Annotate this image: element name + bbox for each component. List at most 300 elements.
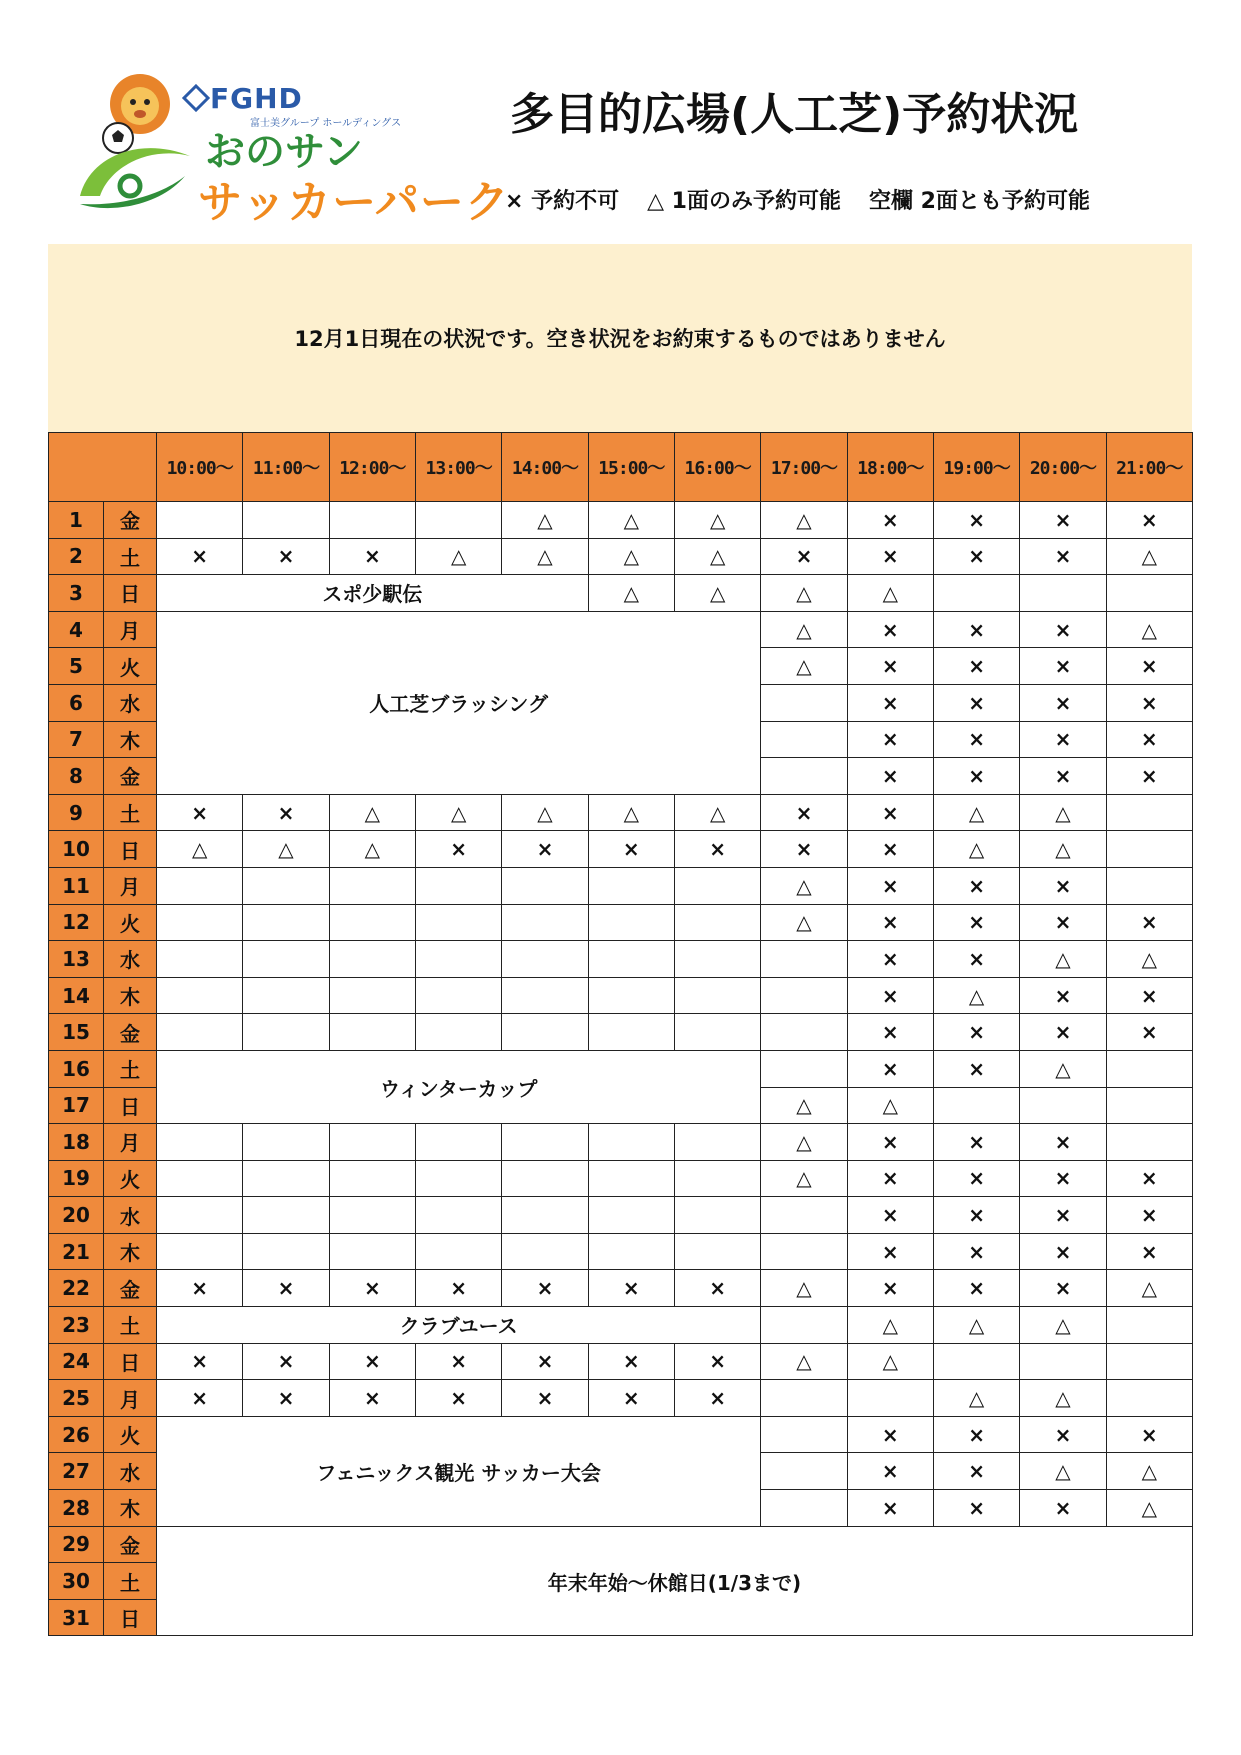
slot-cell <box>1020 1087 1106 1124</box>
slot-cell: × <box>588 1270 674 1307</box>
slot-cell <box>243 1160 329 1197</box>
day-number: 26 <box>49 1416 104 1453</box>
slot-cell <box>1020 575 1106 612</box>
slot-cell <box>1106 1087 1192 1124</box>
slot-cell <box>588 1014 674 1051</box>
slot-cell: × <box>1020 977 1106 1014</box>
weekday: 日 <box>104 831 157 868</box>
slot-cell: × <box>847 721 933 758</box>
weekday: 水 <box>104 1197 157 1234</box>
slot-cell: △ <box>761 648 847 685</box>
brand-subtitle: 富士美グループ ホールディングス <box>250 118 402 129</box>
slot-cell: × <box>933 1453 1019 1490</box>
time-header: 15:00～ <box>588 433 674 502</box>
table-row <box>49 1526 1193 1563</box>
table-row <box>49 904 1193 941</box>
day-number: 13 <box>49 941 104 978</box>
slot-cell <box>1106 575 1192 612</box>
slot-cell: × <box>243 1343 329 1380</box>
slot-cell <box>157 1197 243 1234</box>
slot-cell <box>157 502 243 539</box>
slot-cell: × <box>933 867 1019 904</box>
event-cell: スポ少駅伝 <box>157 575 589 612</box>
slot-cell: × <box>674 831 760 868</box>
slot-cell: × <box>933 1197 1019 1234</box>
slot-cell: × <box>243 1270 329 1307</box>
slot-cell <box>1106 1307 1192 1344</box>
slot-cell: △ <box>1020 794 1106 831</box>
legend <box>505 184 1090 215</box>
slot-cell: △ <box>1020 1453 1106 1490</box>
weekday: 木 <box>104 1490 157 1527</box>
park-name-line1: おのサン <box>205 129 363 175</box>
slot-cell <box>329 941 415 978</box>
slot-cell <box>674 1233 760 1270</box>
slot-cell <box>761 1380 847 1417</box>
slot-cell: × <box>847 1197 933 1234</box>
slot-cell: × <box>329 1343 415 1380</box>
slot-cell <box>415 941 501 978</box>
weekday: 水 <box>104 1453 157 1490</box>
slot-cell <box>761 684 847 721</box>
slot-cell: × <box>1106 1160 1192 1197</box>
slot-cell <box>157 867 243 904</box>
slot-cell <box>588 1124 674 1161</box>
slot-cell <box>761 941 847 978</box>
slot-cell <box>157 977 243 1014</box>
slot-cell: × <box>847 758 933 795</box>
day-number: 3 <box>49 575 104 612</box>
slot-cell: × <box>1020 1416 1106 1453</box>
day-number: 23 <box>49 1307 104 1344</box>
slot-cell: △ <box>761 575 847 612</box>
slot-cell: △ <box>588 794 674 831</box>
slot-cell: × <box>329 538 415 575</box>
slot-cell: × <box>1020 1197 1106 1234</box>
slot-cell: × <box>847 867 933 904</box>
legend-both-fields: 空欄 2面とも予約可能 <box>868 189 1090 214</box>
slot-cell: △ <box>761 1343 847 1380</box>
slot-cell: × <box>1020 1160 1106 1197</box>
slot-cell <box>502 904 588 941</box>
slot-cell: △ <box>588 575 674 612</box>
table-row <box>49 1160 1193 1197</box>
slot-cell <box>1106 1343 1192 1380</box>
slot-cell: △ <box>761 1124 847 1161</box>
slot-cell <box>674 1160 760 1197</box>
slot-cell <box>588 1197 674 1234</box>
slot-cell <box>415 977 501 1014</box>
slot-cell: △ <box>415 794 501 831</box>
slot-cell: △ <box>502 538 588 575</box>
slot-cell: × <box>847 648 933 685</box>
slot-cell: × <box>933 1416 1019 1453</box>
slot-cell: × <box>588 1343 674 1380</box>
time-header: 11:00～ <box>243 433 329 502</box>
weekday: 日 <box>104 1087 157 1124</box>
slot-cell: × <box>243 794 329 831</box>
slot-cell: × <box>1106 977 1192 1014</box>
slot-cell: × <box>847 1014 933 1051</box>
slot-cell <box>502 1197 588 1234</box>
slot-cell: × <box>933 721 1019 758</box>
slot-cell: × <box>1020 758 1106 795</box>
table-row <box>49 1197 1193 1234</box>
slot-cell: × <box>157 1270 243 1307</box>
slot-cell <box>588 1233 674 1270</box>
slot-cell <box>502 1014 588 1051</box>
slot-cell <box>415 867 501 904</box>
day-number: 11 <box>49 867 104 904</box>
time-header: 19:00～ <box>933 433 1019 502</box>
slot-cell: × <box>933 1124 1019 1161</box>
slot-cell <box>1106 1050 1192 1087</box>
slot-cell <box>329 1124 415 1161</box>
slot-cell: × <box>1106 648 1192 685</box>
slot-cell <box>588 941 674 978</box>
slot-cell: × <box>157 1343 243 1380</box>
day-number: 25 <box>49 1380 104 1417</box>
slot-cell: × <box>502 1270 588 1307</box>
slot-cell: × <box>1106 1014 1192 1051</box>
weekday: 日 <box>104 1343 157 1380</box>
slot-cell: × <box>157 538 243 575</box>
weekday: 土 <box>104 1563 157 1600</box>
slot-cell <box>502 977 588 1014</box>
slot-cell: × <box>847 502 933 539</box>
slot-cell <box>243 1197 329 1234</box>
slot-cell <box>415 1160 501 1197</box>
event-cell: フェニックス観光 サッカー大会 <box>157 1416 761 1526</box>
slot-cell: × <box>847 1453 933 1490</box>
slot-cell <box>761 1014 847 1051</box>
day-number: 29 <box>49 1526 104 1563</box>
slot-cell: △ <box>933 1380 1019 1417</box>
slot-cell <box>761 977 847 1014</box>
time-header: 14:00～ <box>502 433 588 502</box>
day-number: 5 <box>49 648 104 685</box>
slot-cell: × <box>847 831 933 868</box>
slot-cell: △ <box>674 538 760 575</box>
slot-cell: △ <box>588 502 674 539</box>
day-number: 10 <box>49 831 104 868</box>
day-number: 27 <box>49 1453 104 1490</box>
day-number: 21 <box>49 1233 104 1270</box>
event-cell: 人工芝ブラッシング <box>157 611 761 794</box>
slot-cell: △ <box>847 1343 933 1380</box>
slot-cell: × <box>1020 684 1106 721</box>
weekday: 金 <box>104 1526 157 1563</box>
slot-cell: × <box>1020 1014 1106 1051</box>
slot-cell: × <box>1106 502 1192 539</box>
slot-cell: × <box>1020 648 1106 685</box>
slot-cell: △ <box>1106 1270 1192 1307</box>
day-number: 9 <box>49 794 104 831</box>
slot-cell <box>243 867 329 904</box>
slot-cell: × <box>847 794 933 831</box>
brand-name: FGHD <box>210 82 303 115</box>
slot-cell <box>243 502 329 539</box>
table-row <box>49 867 1193 904</box>
slot-cell <box>243 1233 329 1270</box>
time-header: 12:00～ <box>329 433 415 502</box>
slot-cell <box>674 1014 760 1051</box>
slot-cell <box>933 1343 1019 1380</box>
swoosh-icon <box>70 126 210 216</box>
slot-cell: × <box>243 538 329 575</box>
slot-cell: × <box>847 977 933 1014</box>
slot-cell <box>674 867 760 904</box>
slot-cell: × <box>1020 538 1106 575</box>
slot-cell: × <box>933 538 1019 575</box>
slot-cell: × <box>933 758 1019 795</box>
slot-cell: × <box>847 1490 933 1527</box>
slot-cell: △ <box>1020 1380 1106 1417</box>
slot-cell: × <box>415 831 501 868</box>
header-corner <box>49 433 157 502</box>
slot-cell: △ <box>761 867 847 904</box>
slot-cell: × <box>1020 502 1106 539</box>
day-number: 6 <box>49 684 104 721</box>
day-number: 18 <box>49 1124 104 1161</box>
legend-one-field: △ 1面のみ予約可能 <box>647 189 841 214</box>
time-header: 17:00～ <box>761 433 847 502</box>
weekday: 木 <box>104 721 157 758</box>
slot-cell <box>502 1160 588 1197</box>
slot-cell: × <box>1020 867 1106 904</box>
slot-cell: × <box>1020 1124 1106 1161</box>
slot-cell <box>415 1233 501 1270</box>
slot-cell: △ <box>1106 941 1192 978</box>
slot-cell <box>243 977 329 1014</box>
slot-cell: △ <box>761 1270 847 1307</box>
logo <box>70 70 510 228</box>
day-number: 16 <box>49 1050 104 1087</box>
table-row <box>49 538 1193 575</box>
table-row <box>49 1270 1193 1307</box>
weekday: 火 <box>104 1160 157 1197</box>
slot-cell: × <box>1020 611 1106 648</box>
slot-cell: △ <box>761 904 847 941</box>
day-number: 1 <box>49 502 104 539</box>
weekday: 日 <box>104 575 157 612</box>
table-row <box>49 1380 1193 1417</box>
weekday: 木 <box>104 1233 157 1270</box>
slot-cell: △ <box>502 502 588 539</box>
table-row <box>49 1014 1193 1051</box>
slot-cell <box>243 1124 329 1161</box>
slot-cell <box>329 1160 415 1197</box>
day-number: 19 <box>49 1160 104 1197</box>
legend-unavailable: × 予約不可 <box>505 189 620 214</box>
weekday: 金 <box>104 1270 157 1307</box>
slot-cell <box>1106 867 1192 904</box>
slot-cell <box>761 1453 847 1490</box>
slot-cell: × <box>157 794 243 831</box>
slot-cell: × <box>502 831 588 868</box>
event-cell: ウィンターカップ <box>157 1050 761 1123</box>
slot-cell <box>933 1087 1019 1124</box>
slot-cell <box>1106 1124 1192 1161</box>
page-title: 多目的広場(人工芝)予約状況 <box>510 89 1079 140</box>
slot-cell: × <box>847 684 933 721</box>
slot-cell <box>502 1233 588 1270</box>
slot-cell <box>761 721 847 758</box>
slot-cell <box>329 1014 415 1051</box>
slot-cell: × <box>761 794 847 831</box>
table-row <box>49 941 1193 978</box>
slot-cell <box>243 941 329 978</box>
slot-cell <box>415 904 501 941</box>
slot-cell: × <box>933 941 1019 978</box>
slot-cell: × <box>847 904 933 941</box>
table-row <box>49 1343 1193 1380</box>
slot-cell: × <box>847 1160 933 1197</box>
slot-cell: × <box>674 1343 760 1380</box>
slot-cell: △ <box>674 502 760 539</box>
slot-cell <box>1106 1380 1192 1417</box>
slot-cell <box>588 867 674 904</box>
day-number: 12 <box>49 904 104 941</box>
reservation-table <box>48 432 1193 1636</box>
slot-cell <box>502 1124 588 1161</box>
slot-cell: △ <box>329 831 415 868</box>
slot-cell: △ <box>933 831 1019 868</box>
weekday: 月 <box>104 611 157 648</box>
notice-text: 12月1日現在の状況です。空き状況をお約束するものではありません <box>294 327 946 351</box>
slot-cell: × <box>933 684 1019 721</box>
slot-cell: × <box>933 904 1019 941</box>
weekday: 火 <box>104 904 157 941</box>
slot-cell <box>761 1490 847 1527</box>
slot-cell: × <box>933 1270 1019 1307</box>
weekday: 月 <box>104 1380 157 1417</box>
slot-cell <box>1106 831 1192 868</box>
slot-cell: × <box>1020 721 1106 758</box>
slot-cell <box>157 904 243 941</box>
slot-cell: △ <box>1106 611 1192 648</box>
time-header: 18:00～ <box>847 433 933 502</box>
slot-cell: △ <box>933 1307 1019 1344</box>
slot-cell: × <box>1106 904 1192 941</box>
slot-cell: × <box>847 538 933 575</box>
slot-cell <box>243 1014 329 1051</box>
slot-cell: △ <box>761 1087 847 1124</box>
slot-cell <box>674 904 760 941</box>
slot-cell <box>415 1014 501 1051</box>
slot-cell: × <box>1020 1490 1106 1527</box>
weekday: 土 <box>104 794 157 831</box>
slot-cell <box>329 867 415 904</box>
slot-cell: △ <box>415 538 501 575</box>
slot-cell: △ <box>847 1307 933 1344</box>
slot-cell: × <box>933 1160 1019 1197</box>
slot-cell: × <box>502 1380 588 1417</box>
slot-cell: × <box>1020 1233 1106 1270</box>
slot-cell: × <box>502 1343 588 1380</box>
slot-cell: △ <box>1020 1050 1106 1087</box>
table-row <box>49 1124 1193 1161</box>
slot-cell: × <box>847 611 933 648</box>
day-number: 24 <box>49 1343 104 1380</box>
slot-cell: × <box>933 648 1019 685</box>
weekday: 土 <box>104 538 157 575</box>
event-cell: 年末年始～休館日(1/3まで) <box>157 1526 1193 1636</box>
slot-cell: × <box>761 538 847 575</box>
header-row <box>49 433 1193 502</box>
slot-cell: △ <box>1106 1453 1192 1490</box>
slot-cell: × <box>329 1270 415 1307</box>
slot-cell: × <box>933 1050 1019 1087</box>
slot-cell: △ <box>1020 831 1106 868</box>
slot-cell <box>157 1014 243 1051</box>
notice-banner <box>48 244 1192 432</box>
slot-cell <box>157 1124 243 1161</box>
slot-cell <box>674 1197 760 1234</box>
slot-cell: △ <box>588 538 674 575</box>
slot-cell <box>329 1233 415 1270</box>
slot-cell: × <box>933 1014 1019 1051</box>
slot-cell: △ <box>157 831 243 868</box>
slot-cell: × <box>1106 721 1192 758</box>
slot-cell: △ <box>933 794 1019 831</box>
slot-cell: △ <box>674 575 760 612</box>
slot-cell: × <box>329 1380 415 1417</box>
slot-cell: × <box>157 1380 243 1417</box>
weekday: 火 <box>104 1416 157 1453</box>
slot-cell <box>157 1233 243 1270</box>
table-row <box>49 977 1193 1014</box>
slot-cell: × <box>1106 758 1192 795</box>
slot-cell <box>329 1197 415 1234</box>
day-number: 4 <box>49 611 104 648</box>
day-number: 22 <box>49 1270 104 1307</box>
slot-cell: △ <box>1020 1307 1106 1344</box>
table-row <box>49 831 1193 868</box>
weekday: 金 <box>104 1014 157 1051</box>
slot-cell <box>847 1380 933 1417</box>
slot-cell: × <box>761 831 847 868</box>
table-row <box>49 575 1193 612</box>
event-cell: クラブユース <box>157 1307 761 1344</box>
park-name-line2: サッカーパーク <box>198 177 510 228</box>
slot-cell: × <box>933 1490 1019 1527</box>
slot-cell <box>761 1050 847 1087</box>
slot-cell: △ <box>847 1087 933 1124</box>
slot-cell: △ <box>502 794 588 831</box>
slot-cell: △ <box>761 1160 847 1197</box>
day-number: 28 <box>49 1490 104 1527</box>
slot-cell: △ <box>1106 538 1192 575</box>
table-row <box>49 794 1193 831</box>
slot-cell: △ <box>761 502 847 539</box>
slot-cell: × <box>415 1270 501 1307</box>
slot-cell: △ <box>1020 941 1106 978</box>
slot-cell: × <box>243 1380 329 1417</box>
slot-cell <box>502 867 588 904</box>
slot-cell: △ <box>329 794 415 831</box>
slot-cell: × <box>415 1343 501 1380</box>
slot-cell: × <box>588 1380 674 1417</box>
slot-cell <box>157 941 243 978</box>
weekday: 火 <box>104 648 157 685</box>
day-number: 15 <box>49 1014 104 1051</box>
slot-cell: × <box>674 1270 760 1307</box>
weekday: 土 <box>104 1050 157 1087</box>
slot-cell: △ <box>761 611 847 648</box>
fghd-mark-icon <box>182 84 210 112</box>
slot-cell <box>674 977 760 1014</box>
